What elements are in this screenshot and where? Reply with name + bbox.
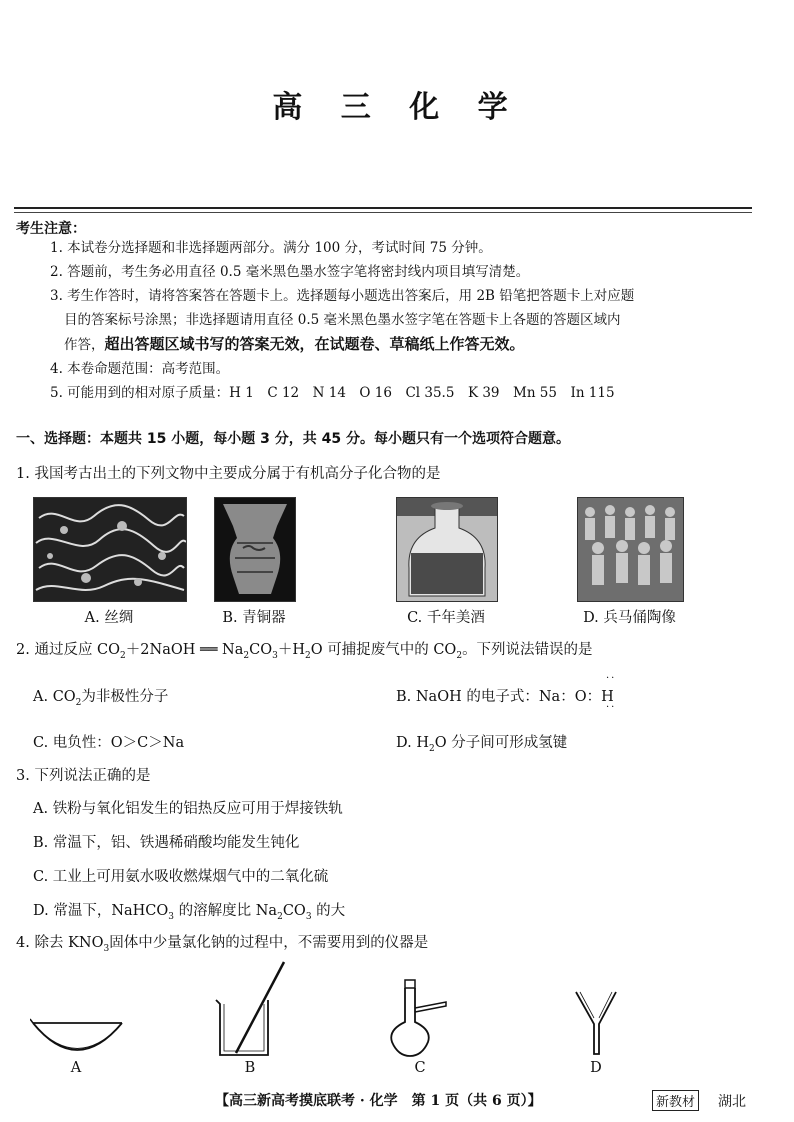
question-2-option-c: C. 电负性：O＞C＞Na	[33, 735, 185, 751]
page-footer: 【高三新高考摸底联考 · 化学 第 1 页（共 6 页）】	[215, 1093, 542, 1109]
question-4-stem: 4. 除去 $KNO_3$固体中少量氯化钠的过程中，不需要用到的仪器是	[16, 935, 429, 954]
notice-item: 5. 可能用到的相对原子质量：H 1 C 12 N 14 O 16 Cl 35.5 K 39 Mn 55 In 115	[50, 385, 615, 401]
edition-badge: 新教材	[652, 1090, 699, 1111]
region-label: 湖北	[718, 1094, 746, 1110]
apparatus-label: B	[244, 1060, 256, 1076]
notice-emphasis: 超出答题区域书写的答案无效，在试题卷、草稿纸上作答无效。	[104, 335, 525, 353]
apparatus-label: D	[590, 1060, 602, 1076]
funnel-drawing	[574, 990, 618, 1059]
evaporating-dish-drawing	[30, 1015, 125, 1064]
question-1-stem: 1. 我国考古出土的下列文物中主要成分属于有机高分子化合物的是	[16, 466, 441, 482]
question-3-stem: 3. 下列说法正确的是	[16, 768, 151, 784]
question-3-option-a: A. 铁粉与氧化铝发生的铝热反应可用于焊接铁轨	[33, 801, 343, 817]
section-heading: 一、选择题：本题共 15 小题，每小题 3 分，共 45 分。每小题只有一个选项符合题意。	[16, 431, 570, 447]
apparatus-label: C	[414, 1060, 426, 1076]
divider	[14, 207, 752, 209]
terracotta-army-image	[577, 497, 684, 602]
bronze-vessel-image	[214, 497, 296, 602]
divider	[14, 212, 752, 213]
distillation-flask-drawing	[388, 978, 458, 1062]
notice-item: 1. 本试卷分选择题和非选择题两部分。满分 100 分，考试时间 75 分钟。	[50, 240, 492, 256]
notice-item-continued: 作答，超出答题区域书写的答案无效，在试题卷、草稿纸上作答无效。	[64, 335, 525, 353]
question-3-option-c: C. 工业上可用氨水吸收燃煤烟气中的二氧化硫	[33, 869, 329, 885]
apparatus-label: A	[70, 1060, 82, 1076]
question-2-stem: 2. 通过反应 $CO_2+2NaOH$ ══ $Na_2CO_3+H_2O$ 可捕捉废气中的 $CO_2$。下列说法错误的是	[16, 642, 593, 661]
option-caption: C. 千年美酒	[407, 610, 485, 626]
notice-item: 目的答案标号涂黑；非选择题请用直径 0.5 毫米黑色墨水签字笔在答题卡上各题的答题区域内	[64, 312, 621, 328]
lone-pair-dots-top: · ·	[606, 673, 615, 684]
option-caption: B. 青铜器	[222, 610, 286, 626]
question-2-option-d: D. $H_2O$ 分子间可形成氢键	[396, 735, 568, 754]
question-2-option-b: B. NaOH 的电子式：Na：O：H	[396, 689, 614, 705]
question-3-option-b: B. 常温下，铝、铁遇稀硝酸均能发生钝化	[33, 835, 300, 851]
option-caption: D. 兵马俑陶像	[583, 610, 676, 626]
electron-dot-oxygen: O	[574, 689, 587, 705]
beaker-with-glass-rod-drawing	[210, 960, 290, 1064]
notice-heading: 考生注意：	[16, 221, 86, 237]
question-3-option-d: D. 常温下，NaHCO$_3$ 的溶解度比 $Na_2CO_3$ 的大	[33, 903, 346, 922]
notice-item: 4. 本卷命题范围：高考范围。	[50, 361, 230, 377]
question-2-option-a: A. $CO_2$为非极性分子	[33, 689, 169, 708]
notice-item: 2. 答题前，考生务必用直径 0.5 毫米黑色墨水签字笔将密封线内项目填写清楚。	[50, 264, 530, 280]
silk-image	[33, 497, 187, 602]
lone-pair-dots-bottom: · ·	[606, 702, 615, 713]
page-title: 高 三 化 学	[272, 90, 522, 125]
option-caption: A. 丝绸	[84, 610, 134, 626]
notice-list	[50, 236, 755, 405]
wine-image	[396, 497, 498, 602]
notice-item: 3. 考生作答时，请将答案答在答题卡上。选择题每小题选出答案后，用 2B 铅笔把答题卡上对应题	[50, 288, 635, 304]
